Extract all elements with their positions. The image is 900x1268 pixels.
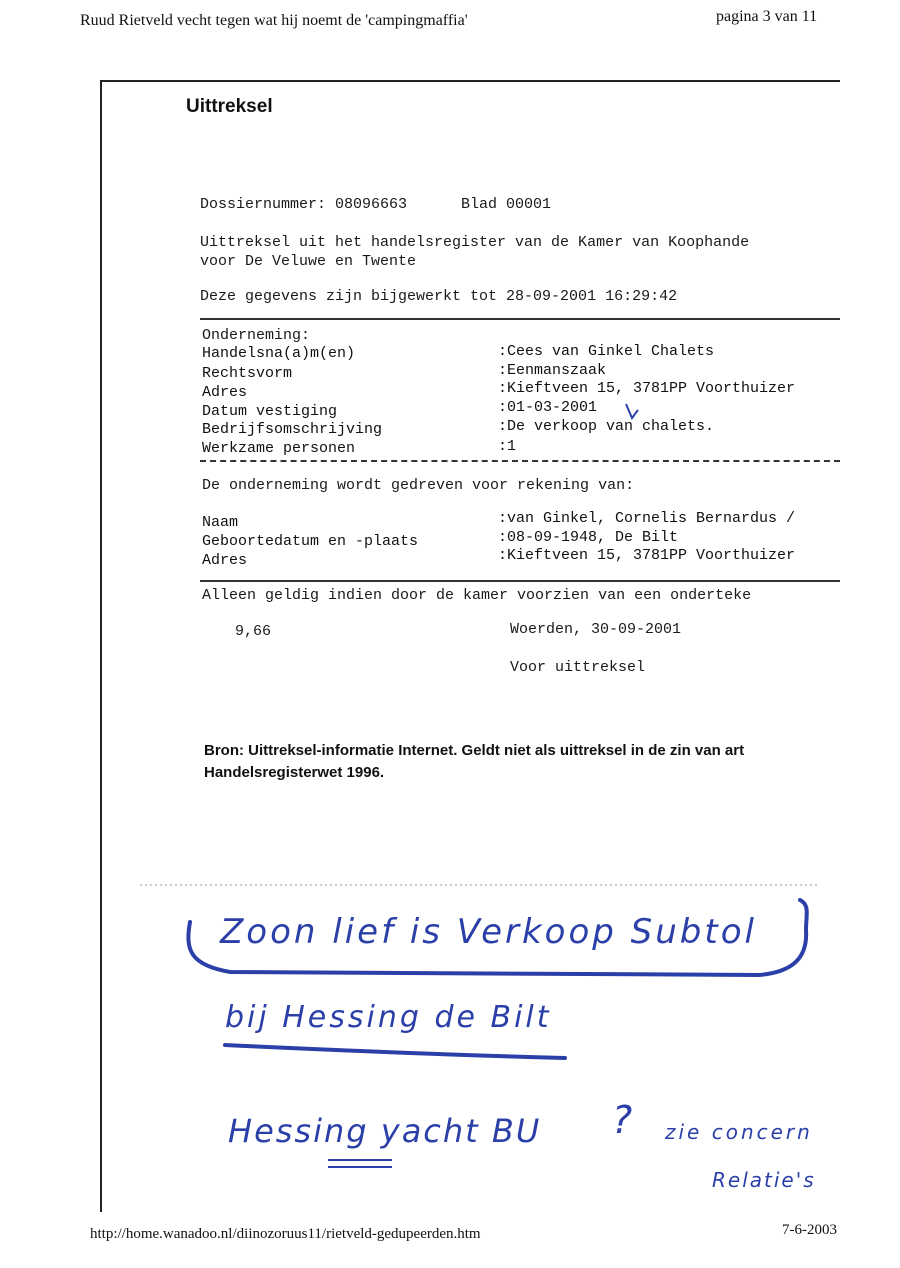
field-label: Rechtsvorm [202,365,293,382]
price: 9,66 [235,623,272,640]
owner-value: :Kieftveen 15, 3781PP Voorthuizer [498,547,796,564]
field-label: Bedrijfsomschrijving [202,421,383,438]
owner-value: :08-09-1948, De Bilt [498,529,679,546]
field-value: :Kieftveen 15, 3781PP Voorthuizer [498,380,796,397]
place-date: Woerden, 30-09-2001 [510,621,682,638]
owner-label: Naam [202,514,239,531]
footer-url: http://home.wanadoo.nl/diinozoruus11/rietveld-gedupeerden.htm [90,1226,481,1242]
updated-line: Deze gegevens zijn bijgewerkt tot 28-09-2001 16:29:42 [200,288,678,305]
owner-label: Geboortedatum en -plaats [202,533,419,550]
document-heading: Uittreksel [186,96,273,117]
owner-intro: De onderneming wordt gedreven voor rekening van: [202,477,635,494]
handwritten-question: ? [612,1098,633,1142]
handwritten-line-3a: Hessing yacht BU [228,1112,542,1150]
check-mark [626,404,638,418]
section-title: Onderneming: [202,327,311,344]
field-label: Werkzame personen [202,440,356,457]
intro-line-1: Uittreksel uit het handelsregister van de Kamer van Koophande [200,234,750,251]
handwritten-line-3c: zie concern [665,1120,813,1144]
field-value: :01-03-2001 [498,399,598,416]
owner-label: Adres [202,552,248,569]
owner-value: :van Ginkel, Cornelis Bernardus / [498,510,796,527]
page-header-title: Ruud Rietveld vecht tegen wat hij noemt de 'campingmaffia' [80,12,468,29]
intro-line-2: voor De Veluwe en Twente [200,253,417,270]
field-label: Adres [202,384,248,401]
footer-date: 7-6-2003 [782,1222,837,1238]
handwritten-line-2: bij Hessing de Bilt [225,1000,552,1035]
for-extract: Voor uittreksel [510,659,646,676]
handwritten-line-4: Relatie's [712,1168,816,1192]
field-label: Handelsna(a)m(en) [202,345,356,362]
validity-line: Alleen geldig indien door de kamer voorzien van een onderteke [202,587,752,604]
underline-stroke [225,1045,565,1058]
source-note: Bron: Uittreksel-informatie Internet. Geldt niet als uittreksel in de zin van art Handelsregisterwet 1996. [204,742,745,781]
field-label: Datum vestiging [202,403,338,420]
handwritten-line-1: Zoon lief is Verkoop Subtol [220,912,757,952]
page-number: pagina 3 van 11 [716,8,818,25]
field-value: :1 [498,438,517,455]
field-value: :Eenmanszaak [498,362,607,379]
field-value: :Cees van Ginkel Chalets [498,343,715,360]
dossier-line: Dossiernummer: 08096663 Blad 00001 [200,196,552,213]
field-value: :De verkoop van chalets. [498,418,715,435]
